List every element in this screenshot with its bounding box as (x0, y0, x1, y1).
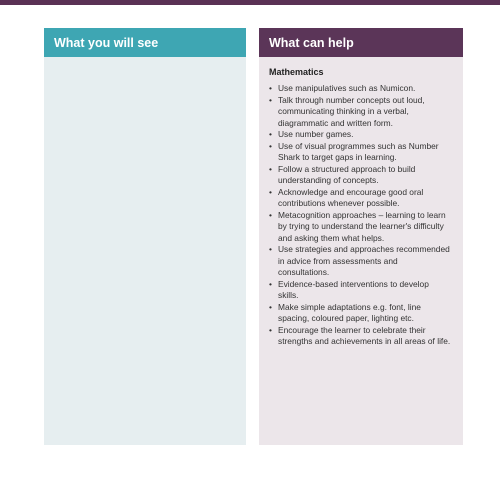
what-you-will-see-body (44, 57, 246, 67)
list-item: • Metacognition approaches – learning to learn by trying to understand the learner's difficulty and asking them what helps. (269, 210, 451, 245)
list-item: • Evidence-based interventions to develop skills. (269, 279, 451, 302)
what-you-will-see-panel (44, 28, 246, 445)
what-can-help-body (259, 57, 463, 348)
list-item: • Use manipulatives such as Numicon. (269, 83, 451, 95)
list-item: • Use number games. (269, 129, 451, 141)
list-item: • Follow a structured approach to build understanding of concepts. (269, 164, 451, 187)
help-list (269, 83, 451, 348)
what-can-help-header: What can help (259, 28, 463, 57)
what-you-will-see-header: What you will see (44, 28, 246, 57)
list-item: • Talk through number concepts out loud, communicating thinking in a verbal, diagrammatic and written form. (269, 95, 451, 130)
list-item: • Acknowledge and encourage good oral contributions whenever possible. (269, 187, 451, 210)
list-item: • Encourage the learner to celebrate their strengths and achievements in all areas of life. (269, 325, 451, 348)
what-can-help-panel (259, 28, 463, 445)
top-color-band (0, 0, 500, 5)
section-title-mathematics: Mathematics (269, 67, 324, 77)
list-item: • Use of visual programmes such as Number Shark to target gaps in learning. (269, 141, 451, 164)
list-item: • Use strategies and approaches recommended in advice from assessments and consultations. (269, 244, 451, 279)
list-item: • Make simple adaptations e.g. font, line spacing, coloured paper, lighting etc. (269, 302, 451, 325)
